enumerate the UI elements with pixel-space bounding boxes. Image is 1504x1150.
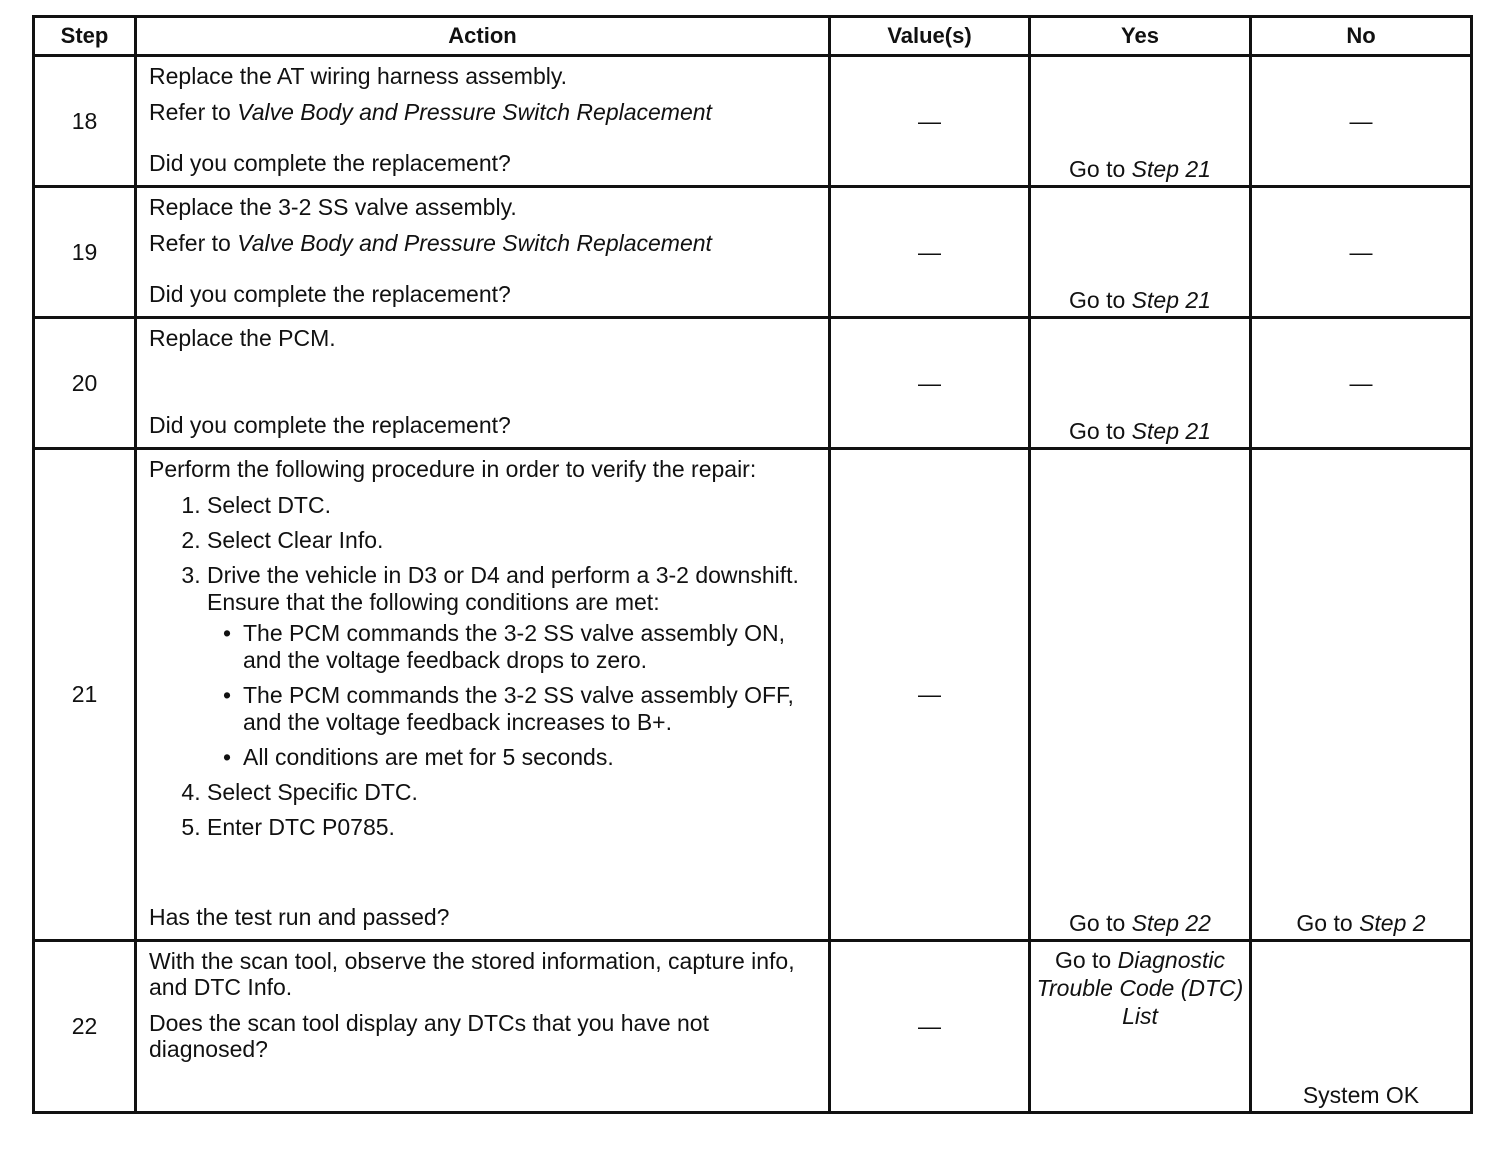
yes-prefix: Go to (1069, 287, 1132, 313)
table-row (34, 941, 1472, 1113)
step-number: 21 (34, 449, 136, 941)
refer-line (149, 230, 818, 256)
yes-link[interactable]: Step 21 (1131, 287, 1211, 313)
diagnostic-table (32, 15, 1473, 1114)
refer-prefix: Refer to (149, 230, 238, 256)
list-item: 4. Select Specific DTC. (207, 779, 818, 806)
value-cell: — (830, 56, 1030, 187)
yes-link[interactable]: Step 21 (1131, 156, 1211, 182)
action-cell (136, 187, 830, 318)
header-action: Action (136, 17, 830, 56)
yes-prefix: Go to (1069, 156, 1132, 182)
condition-item: • The PCM commands the 3-2 SS valve assembly OFF, and the voltage feedback increases to B+. (243, 682, 818, 736)
header-yes: Yes (1030, 17, 1251, 56)
table-row (34, 449, 1472, 941)
step-number: 19 (34, 187, 136, 318)
no-link[interactable]: Step 2 (1359, 910, 1426, 936)
no-cell (1251, 449, 1472, 941)
step-number: 22 (34, 941, 136, 1113)
question-text: Did you complete the replacement? (149, 281, 511, 307)
value-cell: — (830, 318, 1030, 449)
yes-link[interactable]: Diagnostic Trouble Code (DTC) List (1036, 947, 1244, 1029)
question-text: Did you complete the replacement? (149, 412, 511, 438)
yes-cell (1030, 318, 1251, 449)
table-row (34, 318, 1472, 449)
action-text: Replace the 3-2 SS valve assembly. (149, 194, 517, 220)
table-row (34, 56, 1472, 187)
no-cell: System OK (1251, 941, 1472, 1113)
list-item (207, 562, 818, 771)
header-step: Step (34, 17, 136, 56)
action-cell (136, 318, 830, 449)
condition-item: • The PCM commands the 3-2 SS valve assembly ON, and the voltage feedback drops to zero. (243, 620, 818, 674)
refer-prefix: Refer to (149, 99, 238, 125)
header-values: Value(s) (830, 17, 1030, 56)
refer-link[interactable]: Valve Body and Pressure Switch Replacement (237, 99, 712, 125)
no-prefix: Go to (1296, 910, 1360, 936)
yes-cell (1030, 941, 1251, 1113)
list-item: 5. Enter DTC P0785. (207, 814, 818, 841)
yes-cell (1030, 449, 1251, 941)
refer-link[interactable]: Valve Body and Pressure Switch Replacement (237, 230, 712, 256)
action-cell (136, 941, 830, 1113)
value-cell: — (830, 187, 1030, 318)
procedure-list (149, 486, 818, 849)
yes-prefix: Go to (1054, 947, 1118, 973)
step-number: 20 (34, 318, 136, 449)
header-row (34, 17, 1472, 56)
question-text: Does the scan tool display any DTCs that you have not diagnosed? (149, 1010, 709, 1062)
action-text: Perform the following procedure in order to verify the repair: (149, 456, 757, 482)
action-text: Replace the AT wiring harness assembly. (149, 63, 568, 89)
condition-item: • All conditions are met for 5 seconds. (243, 744, 818, 771)
list-item: 1. Select DTC. (207, 492, 818, 519)
yes-prefix: Go to (1069, 910, 1132, 936)
action-text: With the scan tool, observe the stored information, capture info, and DTC Info. (149, 948, 795, 1000)
no-cell: — (1251, 318, 1472, 449)
question-text: Has the test run and passed? (149, 904, 450, 930)
no-cell: — (1251, 187, 1472, 318)
yes-cell (1030, 56, 1251, 187)
value-cell: — (830, 449, 1030, 941)
action-cell (136, 449, 830, 941)
action-cell (136, 56, 830, 187)
question-text: Did you complete the replacement? (149, 150, 511, 176)
value-cell: — (830, 941, 1030, 1113)
table-row (34, 187, 1472, 318)
conditions-list (207, 620, 818, 771)
yes-link[interactable]: Step 21 (1131, 418, 1211, 444)
yes-cell (1030, 187, 1251, 318)
step-number: 18 (34, 56, 136, 187)
action-text: Replace the PCM. (149, 325, 336, 351)
yes-link[interactable]: Step 22 (1131, 910, 1211, 936)
header-no: No (1251, 17, 1472, 56)
list-item: 2. Select Clear Info. (207, 527, 818, 554)
yes-prefix: Go to (1069, 418, 1132, 444)
no-cell: — (1251, 56, 1472, 187)
list-item-text: Drive the vehicle in D3 or D4 and perform a 3-2 downshift. Ensure that the following conditions are met: (207, 562, 799, 615)
refer-line (149, 99, 818, 125)
